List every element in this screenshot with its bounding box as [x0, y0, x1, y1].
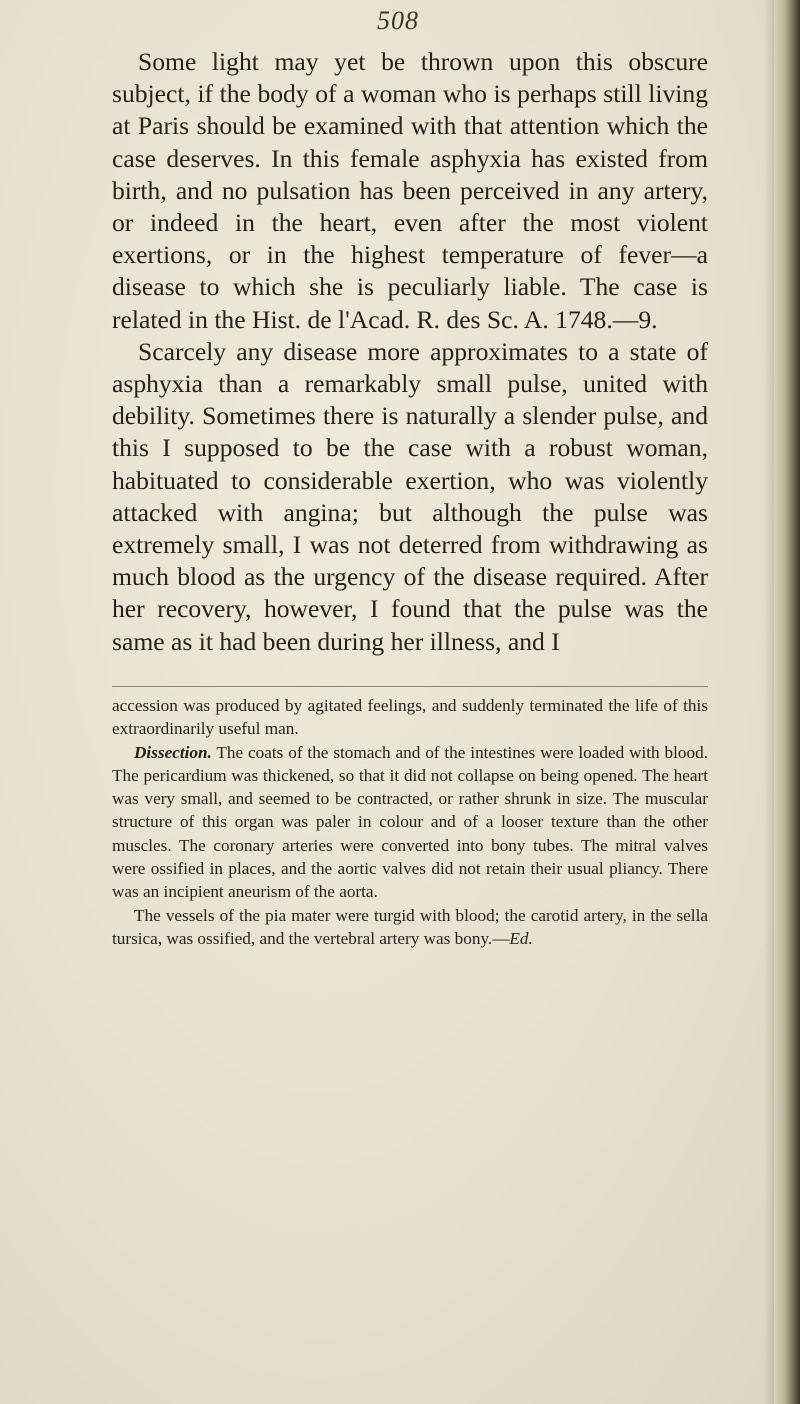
footnote-dissection	[112, 741, 708, 904]
book-binding-edge	[774, 0, 800, 1404]
page-shadow	[764, 0, 774, 1404]
page-number: 508	[377, 6, 419, 35]
main-text-block	[112, 46, 708, 658]
paragraph-small-pulse: Scarcely any disease more approximates to a state of asphyxia than a remarkably small pulse, united with debility. Sometimes there is naturally a slender pulse, and this I supposed to be the case with a robust woman, habituated to considerable exertion, who was violently attacked with angina; but although the pulse was extremely small, I was not deterred from withdrawing as much blood as the urgency of the disease required. After her recovery, however, I found that the pulse was the same as it had been during her illness, and I	[112, 336, 708, 656]
dissection-label: Dissection.	[134, 742, 212, 762]
paragraph-asphyxia-case: Some light may yet be thrown upon this obscure subject, if the body of a woman who is perhaps still living at Paris should be examined with that attention which the case deserves. In this female asphyxia has existed from birth, and no pulsation has been perceived in any artery, or indeed in the heart, even after the most violent exertions, or in the highest temperature of fever—a disease to which she is peculiarly liable. The case is related in the Hist. de l'Acad. R. des Sc. A. 1748.—9.	[112, 47, 708, 334]
footnote-block	[112, 694, 708, 950]
footnote-opening: accession was produced by agitated feelings, and suddenly terminated the life of this extraordinarily useful man.	[112, 696, 708, 739]
footnote-divider	[112, 686, 708, 687]
editor-mark: Ed.	[509, 928, 533, 948]
dissection-text: The coats of the stomach and of the intestines were loaded with blood. The pericardium was thickened, so that it did not collapse on being opened. The heart was very small, and seemed to be contracted, or rather shrunk in size. The muscular structure of this organ was paler in colour and of a looser texture than the other muscles. The coronary arteries were converted into bony tubes. The mitral valves were ossified in places, and the aortic valves did not retain their usual pliancy. There was an incipient aneurism of the aorta.	[112, 742, 708, 902]
footnote-vessels	[112, 904, 708, 951]
vessels-text: The vessels of the pia mater were turgid with blood; the carotid artery, in the sella tursica, was ossified, and the vertebral artery was bony.—	[112, 905, 708, 948]
